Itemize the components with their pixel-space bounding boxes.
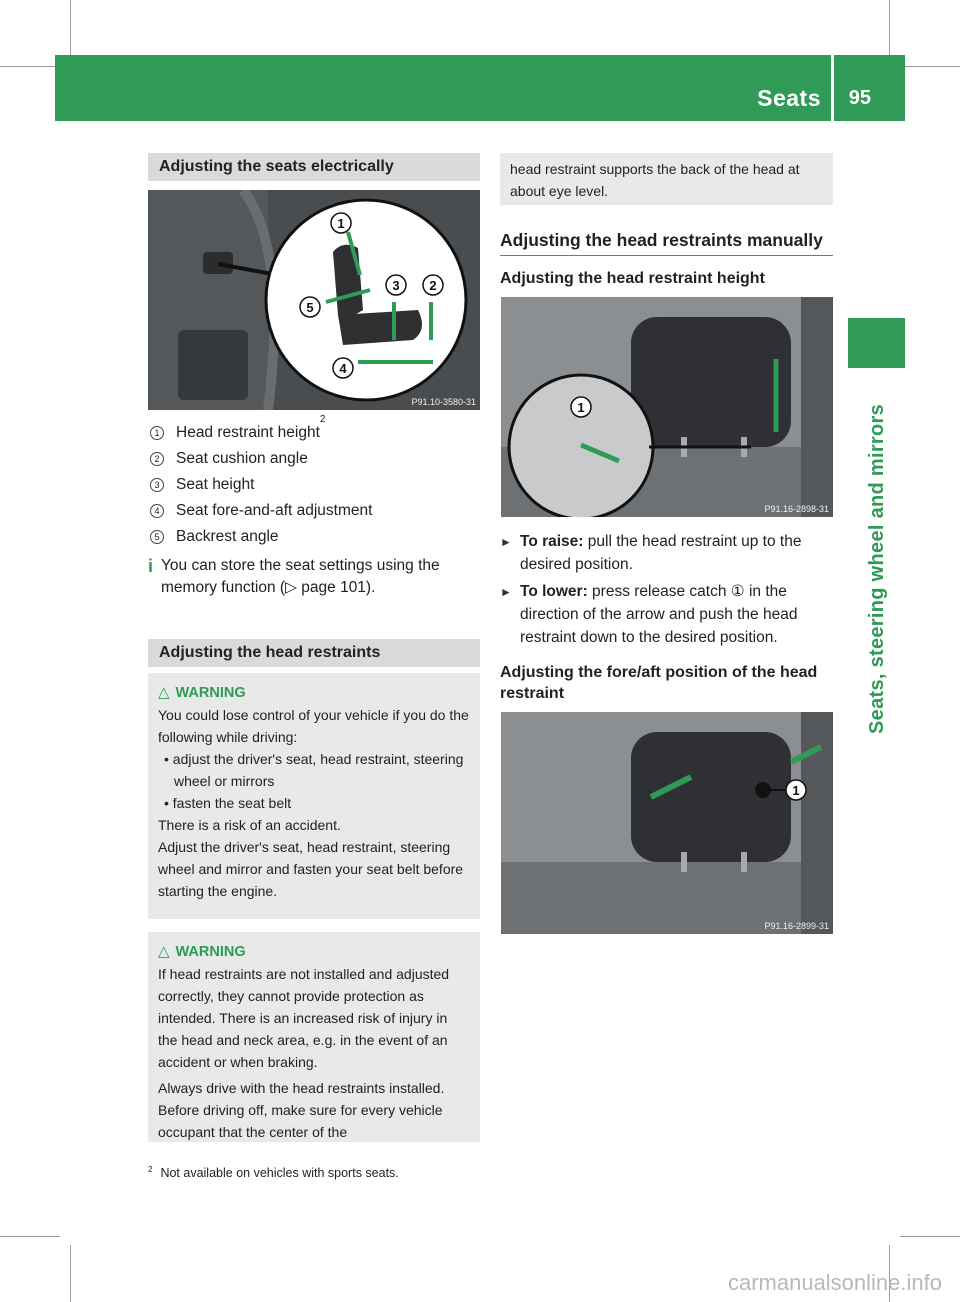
image-code: P91.10-3580-31 (411, 397, 476, 407)
footnote-text: Not available on vehicles with sports seats. (160, 1166, 399, 1181)
side-tab-marker (848, 318, 905, 368)
warning-icon: △ (158, 943, 170, 960)
list-item: • fasten the seat belt (164, 795, 292, 811)
svg-text:4: 4 (339, 361, 347, 376)
heading: Adjusting the head restraints manually (500, 230, 833, 256)
step-text: pull the head restraint up to the desired position. (520, 533, 802, 573)
crop-mark (900, 1236, 960, 1237)
section-electric-header (148, 153, 480, 181)
legend-label: Backrest angle (176, 528, 279, 545)
step-arrow-icon: ► (500, 585, 512, 599)
svg-text:1: 1 (577, 400, 585, 415)
seat-controls-image (148, 190, 480, 410)
callout-number: 4 (150, 504, 164, 518)
callout-number: 1 (150, 426, 164, 440)
warning-box (148, 932, 480, 1142)
crop-mark (0, 66, 60, 67)
warning-text: You could lose control of your vehicle if you do the following while driving: (158, 707, 469, 745)
list-item (500, 580, 833, 649)
list-item: • adjust the driver's seat, head restraint, steering wheel or mirrors (164, 751, 464, 789)
seat-controls-illustration (148, 190, 480, 410)
svg-text:5: 5 (306, 300, 314, 315)
list-item (148, 472, 480, 498)
svg-text:3: 3 (392, 278, 400, 293)
crop-mark (0, 1236, 60, 1237)
footnote-number: 2 (148, 1165, 153, 1174)
callout-number: 3 (150, 478, 164, 492)
callout-number: 2 (150, 452, 164, 466)
svg-text:1: 1 (792, 783, 800, 798)
watermark: carmanualsonline.info (727, 1270, 942, 1295)
warning-text: Always drive with the head restraints installed. Before driving off, make sure for every vehicle occupant that the center of the (158, 1080, 445, 1140)
head-restraint-foreaft-illustration (501, 712, 833, 934)
warning-text: head restraint supports the back of the head at about eye level. (510, 161, 800, 199)
legend-label: Seat cushion angle (176, 450, 308, 467)
info-icon: i (148, 556, 154, 576)
legend-list (148, 414, 480, 550)
image-code: P91.16-2899-31 (764, 921, 829, 931)
footnote (148, 1165, 399, 1180)
page-number: 95 (848, 87, 871, 109)
warning-text: If head restraints are not installed and adjusted correctly, they cannot provide protection as intended. There is an increased risk of injury in the head and neck area, e.g. in the event of an accident or when braking. (158, 966, 450, 1070)
bullet-text: fasten the seat belt (172, 795, 292, 811)
callout-number: 5 (150, 530, 164, 544)
list-item (148, 498, 480, 524)
crop-mark (70, 1245, 71, 1302)
svg-text:2: 2 (429, 278, 437, 293)
subheading: Adjusting the fore/aft position of the head restraint (500, 664, 818, 702)
crop-mark (70, 0, 71, 60)
legend-label: Seat height (176, 476, 255, 493)
warning-text: There is a risk of an accident. (158, 817, 341, 833)
svg-text:1: 1 (337, 216, 345, 231)
crop-mark (900, 66, 960, 67)
step-text: press release catch ① in the direction of the arrow and push the head restraint down to the desired position. (520, 583, 798, 646)
info-note (148, 555, 480, 599)
head-restraint-height-illustration (501, 297, 833, 517)
warning-icon: △ (158, 684, 170, 701)
page-title: Seats (757, 85, 821, 111)
steps-list (500, 530, 833, 649)
side-tab (866, 370, 926, 930)
bullet-text: adjust the driver's seat, head restraint, steering wheel or mirrors (172, 751, 464, 789)
legend-label: Seat fore-and-aft adjustment (176, 502, 373, 519)
manual-adjust-heading (500, 230, 833, 256)
subheading: Adjusting the head restraint height (500, 270, 765, 287)
image-code: P91.16-2898-31 (764, 504, 829, 514)
page-header (55, 55, 905, 121)
section-head-restraints-header (148, 639, 480, 667)
list-item (148, 414, 480, 446)
step-arrow-icon: ► (500, 535, 512, 549)
legend-label: Head restraint height (176, 424, 320, 441)
warning-continued (500, 153, 833, 205)
head-restraint-height-image (501, 297, 833, 517)
step-label: To raise: (520, 533, 584, 550)
side-tab-text: Seats, steering wheel and mirrors (866, 403, 888, 734)
warning-box (148, 673, 480, 919)
info-text: You can store the seat settings using the memory function (▷ page 101). (161, 557, 440, 596)
warning-title: WARNING (175, 685, 246, 701)
list-item (148, 446, 480, 472)
section-title: Adjusting the seats electrically (159, 158, 394, 175)
warning-title: WARNING (175, 944, 246, 960)
section-title: Adjusting the head restraints (159, 644, 381, 661)
header-divider (831, 55, 834, 121)
crop-mark (889, 0, 890, 60)
footnote-ref: 2 (319, 414, 326, 425)
list-item (148, 524, 480, 550)
step-label: To lower: (520, 583, 588, 600)
warning-text: Adjust the driver's seat, head restraint, steering wheel and mirror and fasten your seat belt before starting the engine. (158, 839, 464, 899)
head-restraint-foreaft-image (501, 712, 833, 934)
list-item (500, 530, 833, 576)
